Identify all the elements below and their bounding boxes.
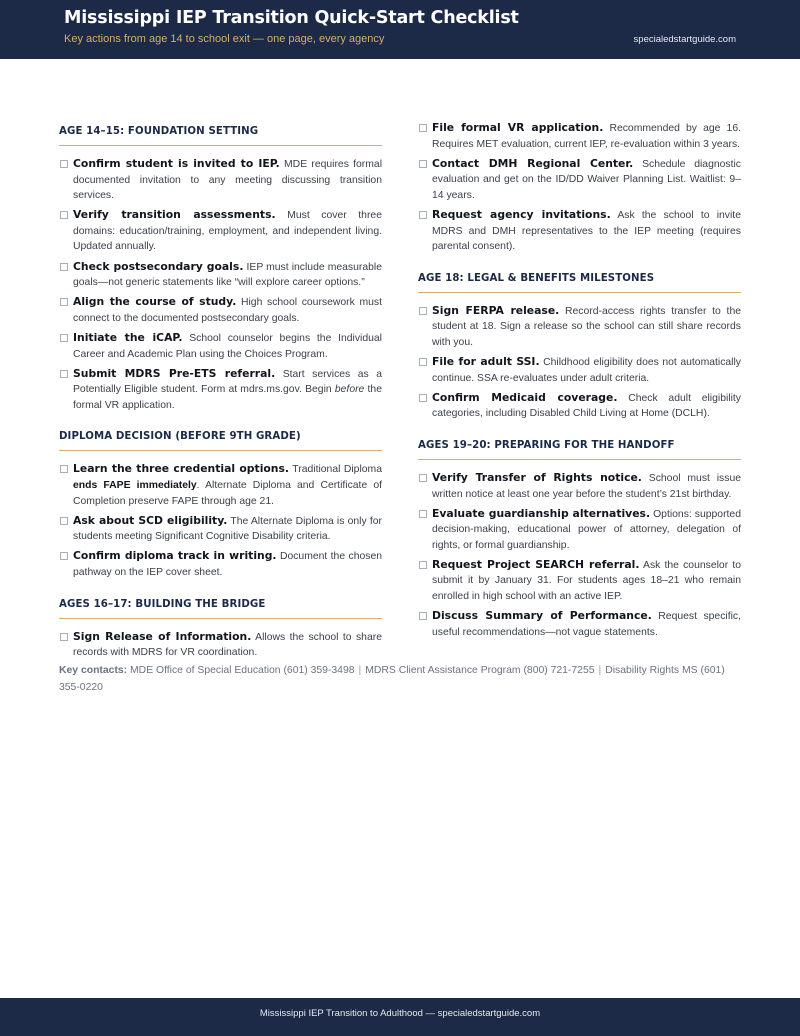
checklist-item	[418, 390, 741, 422]
page-header	[0, 0, 800, 59]
checkbox-icon[interactable]	[60, 263, 68, 271]
checkbox-icon[interactable]	[419, 394, 427, 402]
checklist-item	[418, 608, 741, 640]
checkbox-icon[interactable]	[419, 124, 427, 132]
item-lead: Check postsecondary goals.	[73, 259, 244, 273]
checkbox-icon[interactable]	[60, 633, 68, 641]
item-lead: Discuss Summary of Performance.	[432, 609, 652, 623]
checkbox-icon[interactable]	[60, 334, 68, 342]
checkbox-icon[interactable]	[419, 307, 427, 315]
item-lead: Learn the three credential options.	[73, 462, 290, 476]
item-text: Childhood eligibility does not automatically continue. SSA re-evaluates under adult criteria.	[432, 357, 741, 384]
item-text: Options: supported decision-making, educational power of attorney, delegation of rights, or formal guardianship.	[432, 508, 741, 551]
checkbox-icon[interactable]	[60, 370, 68, 378]
item-text: Recommended by age 16. Requires MET evaluation, current IEP, re-evaluation within 3 years.	[432, 123, 741, 150]
contact-mde: MDE Office of Special Education (601) 359-3498	[130, 665, 355, 676]
item-lead: Confirm diploma track in writing.	[73, 549, 277, 563]
item-text: Traditional Diploma	[292, 464, 382, 476]
item-emphasis: before	[334, 384, 365, 396]
checkbox-icon[interactable]	[60, 211, 68, 219]
checklist-item	[418, 303, 741, 351]
item-text: School must issue written notice at least one year before the student’s 21st birthday.	[432, 472, 742, 500]
section-heading: AGES 16–17: BUILDING THE BRIDGE	[59, 593, 382, 619]
checkbox-icon[interactable]	[60, 465, 68, 473]
section-heading: AGE 18: LEGAL & BENEFITS MILESTONES	[418, 267, 741, 293]
item-lead: Ask about SCD eligibility.	[73, 513, 228, 527]
section-age-14-15	[59, 120, 382, 413]
item-text: Schedule diagnostic evaluation and get on the ID/DD Waiver Planning List. Waitlist: 9–14 years.	[432, 158, 741, 201]
section-age-18	[418, 267, 741, 422]
item-lead: Contact DMH Regional Center.	[432, 156, 634, 170]
item-text: Document the chosen pathway on the IEP cover sheet.	[73, 551, 383, 578]
item-text: Ask the school to invite MDRS and DMH representatives to the IEP meeting (requires parental consent).	[432, 209, 741, 253]
item-lead: Sign Release of Information.	[73, 629, 252, 643]
checkbox-icon[interactable]	[60, 160, 68, 168]
item-lead: Verify Transfer of Rights notice.	[432, 470, 642, 484]
checklist-item	[418, 506, 741, 554]
section-heading: AGE 14–15: FOUNDATION SETTING	[59, 120, 382, 146]
checklist-item	[59, 259, 382, 291]
checklist-item	[418, 156, 741, 204]
item-lead: Verify transition assessments.	[73, 208, 276, 222]
checkbox-icon[interactable]	[60, 517, 68, 525]
checkbox-icon[interactable]	[419, 474, 427, 482]
item-lead: Initiate the iCAP.	[73, 330, 183, 344]
contact-disability-rights: Disability Rights MS (601) 355-0220	[59, 665, 725, 693]
item-lead: Confirm student is invited to IEP.	[73, 157, 280, 170]
item-lead: Request Project SEARCH referral.	[432, 557, 640, 571]
item-text: Record-access rights transfer to the student at 18. Sign a release so the school can still share records with you.	[432, 305, 742, 348]
key-contacts	[59, 662, 741, 696]
separator: |	[598, 665, 602, 676]
checklist-item	[418, 470, 741, 502]
page-title: Mississippi IEP Transition Quick-Start Checklist	[64, 8, 519, 28]
checklist-item	[59, 629, 382, 661]
checklist-item	[418, 557, 741, 605]
checkbox-icon[interactable]	[60, 298, 68, 306]
checkbox-icon[interactable]	[419, 160, 427, 168]
section-age-16-17	[59, 593, 382, 661]
checklist-item	[59, 330, 382, 362]
checklist-item	[418, 207, 741, 255]
item-text: Ask the counselor to submit it by January 31. For students ages 18–21 who remain enrolled in high school with an active IEP.	[432, 559, 741, 603]
checkbox-icon[interactable]	[419, 358, 427, 366]
item-lead: Submit MDRS Pre-ETS referral.	[73, 366, 276, 380]
item-text: the formal VR application.	[73, 384, 382, 411]
checklist-item	[59, 461, 382, 509]
checklist-item	[59, 513, 382, 545]
item-text: Request specific, useful recommendations—not vague statements.	[432, 611, 741, 638]
header-site-link: specialedstartguide.com	[633, 34, 736, 45]
checkbox-icon[interactable]	[419, 561, 427, 569]
item-text: Must cover three domains: education/training, employment, and independent living. Updated annually.	[73, 210, 382, 253]
section-ages-19-20	[418, 434, 741, 640]
item-text: School counselor begins the Individual Career and Academic Plan using the Choices Program.	[73, 332, 382, 360]
section-heading: DIPLOMA DECISION (BEFORE 9TH GRADE)	[59, 425, 382, 451]
checklist-item	[418, 354, 741, 386]
item-text: MDE requires formal documented invitation to any meeting discussing transition services.	[73, 159, 382, 202]
checkbox-icon[interactable]	[419, 211, 427, 219]
item-lead: File formal VR application.	[432, 121, 604, 134]
checkbox-icon[interactable]	[60, 552, 68, 560]
item-text: IEP must include measurable goals—not generic statements like “will explore career options.”	[73, 261, 382, 289]
checklist-item	[418, 120, 741, 152]
item-lead: Sign FERPA release.	[432, 303, 560, 317]
checklist-item	[59, 366, 382, 414]
section-age-16-17-continued	[418, 120, 741, 255]
page-footer	[0, 998, 800, 1036]
footer-text: Mississippi IEP Transition to Adulthood — specialedstartguide.com	[259, 1008, 541, 1019]
checklist-item	[59, 294, 382, 326]
checkbox-icon[interactable]	[419, 612, 427, 620]
page-subtitle: Key actions from age 14 to school exit — one page, every agency	[64, 33, 385, 45]
left-column	[59, 120, 382, 664]
item-text: High school coursework must connect to the documented postsecondary goals.	[73, 297, 383, 324]
item-text: Check adult eligibility categories, including Disabled Child Living at Home (DCLH).	[432, 392, 741, 420]
item-lead: Align the course of study.	[73, 295, 237, 309]
item-lead: Request agency invitations.	[432, 207, 611, 221]
checklist-item	[59, 548, 382, 580]
item-lead: Evaluate guardianship alternatives.	[432, 506, 651, 520]
right-column	[418, 120, 741, 644]
item-text: Allows the school to share records with MDRS for VR coordination.	[73, 631, 382, 659]
item-strong: ends FAPE immediately	[73, 480, 197, 491]
key-contacts-label: Key contacts:	[59, 665, 128, 676]
section-heading: AGES 19–20: PREPARING FOR THE HANDOFF	[418, 434, 741, 460]
contact-mdrs: MDRS Client Assistance Program (800) 721-7255	[365, 665, 595, 676]
item-lead: Confirm Medicaid coverage.	[432, 390, 618, 404]
checkbox-icon[interactable]	[419, 510, 427, 518]
section-diploma-decision	[59, 425, 382, 580]
item-text: . Alternate Diploma and Certificate of Completion preserve FAPE through age 21.	[73, 480, 382, 507]
item-text: Start services as a Potentially Eligible student. Form at mdrs.ms.gov. Begin	[73, 368, 383, 396]
checklist-item	[59, 156, 382, 204]
separator: |	[358, 665, 362, 676]
item-lead: File for adult SSI.	[432, 355, 540, 369]
checklist-item	[59, 207, 382, 255]
item-text: The Alternate Diploma is only for students meeting Significant Cognitive Disability criteria.	[73, 515, 382, 543]
